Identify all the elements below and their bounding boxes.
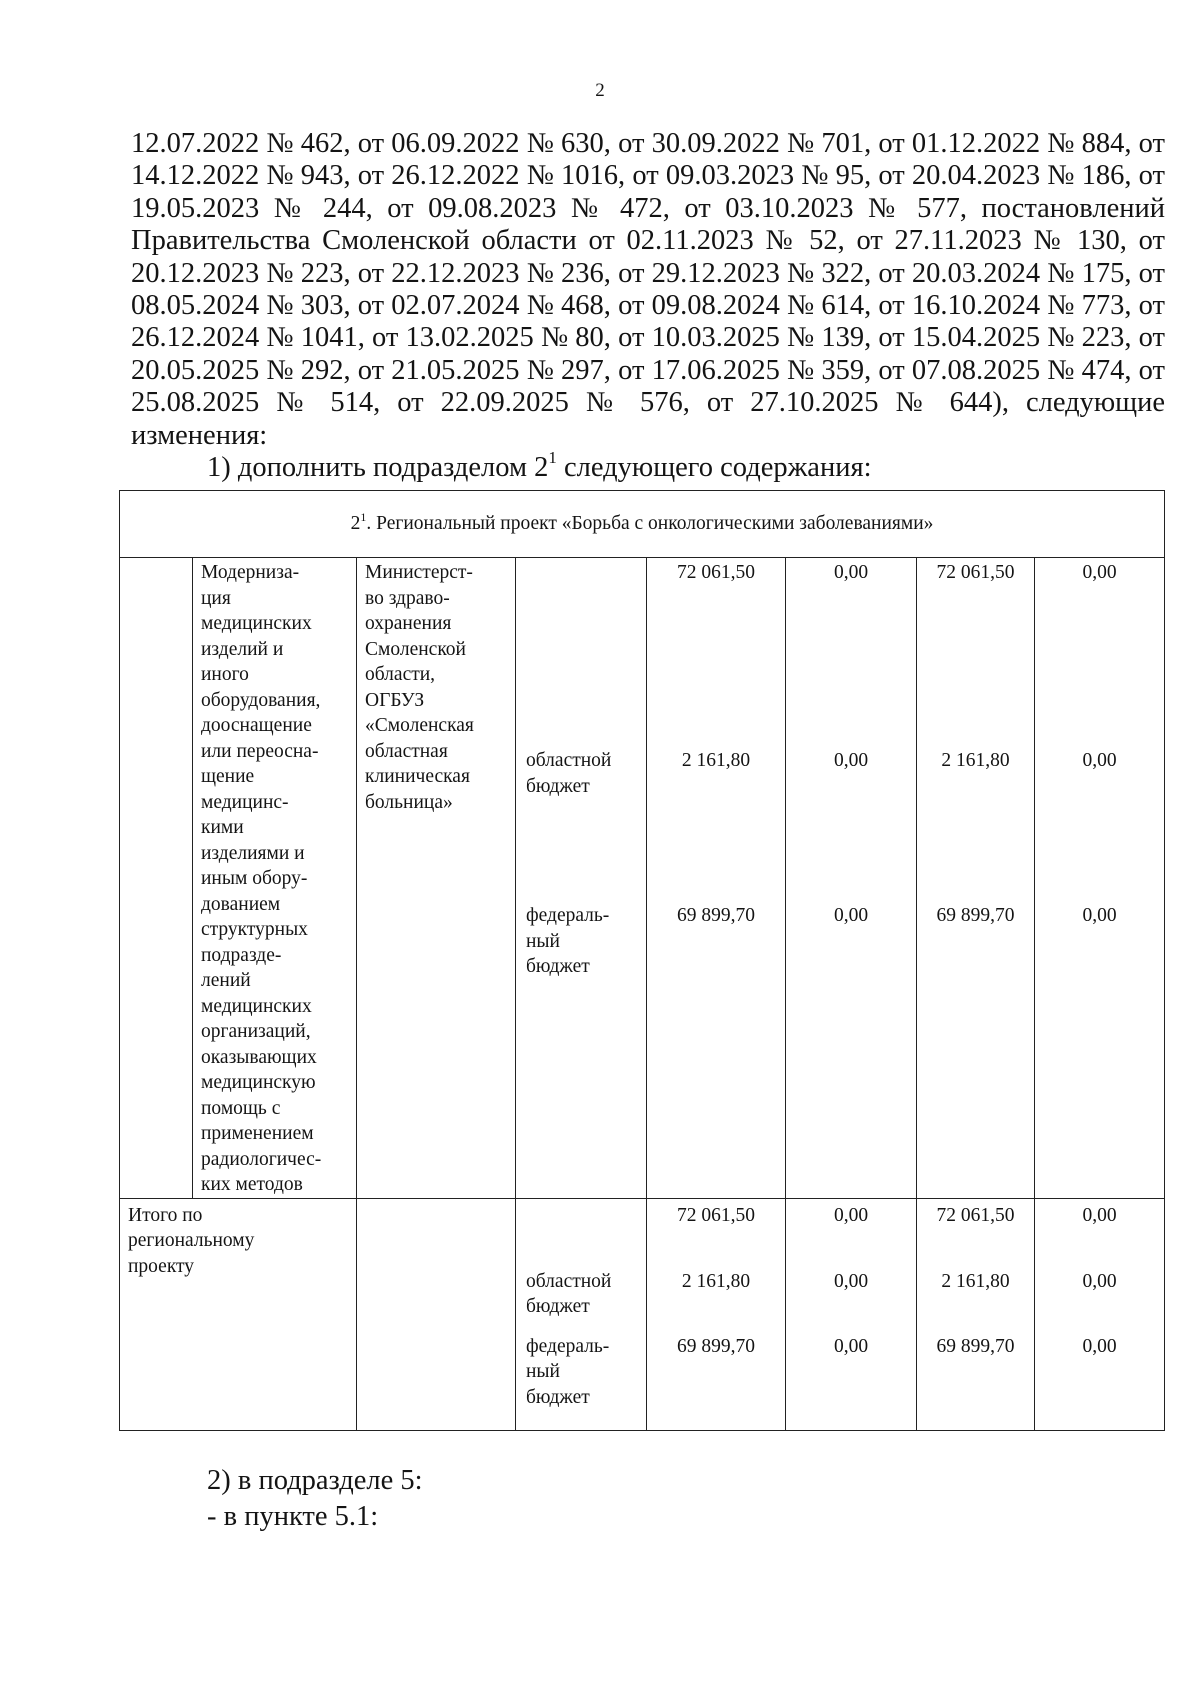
total-label: Итого по региональному проекту: [128, 1204, 255, 1277]
measure-source-regional: областной бюджет: [526, 750, 612, 797]
project-title-text: . Региональный проект «Борьба с онкологическими заболеваниями»: [366, 513, 934, 535]
measure-federal-v3: 69 899,70: [936, 905, 1015, 926]
measure-number-cell: [120, 558, 193, 1199]
item-1-text: 1) дополнить подразделом 2: [207, 452, 549, 483]
page-number: 2: [595, 80, 605, 101]
measure-row: [120, 558, 1165, 1199]
measure-federal-v4: 0,00: [1082, 905, 1117, 926]
intro-paragraph: 12.07.2022 № 462, от 06.09.2022 № 630, от 30.09.2022 № 701, от 01.12.2022 № 884, от 14.12.2022 № 943, от 26.12.2022 № 1016, от 09.03.2023 № 95, от 20.04.2023 № 186, от 19.05.2023 № 244, от 09.08.2023 № 472, от 03.10.2023 № 577, постановлений Правительства Смоленской области от 02.11.2023 № 52, от 27.11.2023 № 130, от 20.12.2023 № 223, от 22.12.2023 № 236, от 29.12.2023 № 322, от 20.03.2024 № 175, от 08.05.2024 № 303, от 02.07.2024 № 468, от 09.08.2024 № 614, от 16.10.2024 № 773, от 26.12.2024 № 1041, от 13.02.2025 № 80, от 10.03.2025 № 139, от 15.04.2025 № 223, от 20.05.2025 № 292, от 21.05.2025 № 297, от 17.06.2025 № 359, от 07.08.2025 № 474, от 25.08.2025 № 514, от 22.09.2025 № 576, от 27.10.2025 № 644), следующие изменения:: [131, 128, 1165, 451]
total-federal-v4: 0,00: [1082, 1335, 1117, 1357]
total-total-v4: 0,00: [1082, 1204, 1117, 1226]
item-1-text-end: следующего содержания:: [556, 452, 872, 483]
measure-regional-v4: 0,00: [1082, 750, 1117, 771]
total-total-v1: 72 061,50: [677, 1204, 755, 1226]
measure-col-4: [1035, 558, 1165, 1199]
total-regional-v4: 0,00: [1082, 1270, 1117, 1292]
total-source-federal: федераль- ный бюджет: [526, 1335, 610, 1408]
regional-project-table: [119, 490, 1165, 1431]
measure-total-v3: 72 061,50: [936, 562, 1015, 583]
measure-regional-v2: 0,00: [833, 750, 869, 771]
measure-total-v4: 0,00: [1082, 562, 1117, 583]
item-1-add-subsection: [207, 448, 872, 484]
total-federal-v3: 69 899,70: [936, 1335, 1015, 1357]
measure-source-federal: федераль- ный бюджет: [526, 905, 610, 977]
total-row: [120, 1198, 1165, 1430]
project-title-superscript: 1: [360, 510, 367, 525]
total-total-v2: 0,00: [833, 1204, 869, 1226]
total-executor-cell: [357, 1198, 516, 1430]
measure-regional-v1: 2 161,80: [681, 750, 751, 771]
total-col-1: [647, 1198, 786, 1430]
measure-federal-v1: 69 899,70: [677, 905, 755, 926]
total-regional-v2: 0,00: [833, 1270, 869, 1292]
total-regional-v1: 2 161,80: [681, 1270, 751, 1292]
project-title-prefix: 2: [350, 513, 361, 535]
measure-col-3: [917, 558, 1035, 1199]
measure-name-cell: [193, 558, 357, 1199]
measure-total-v2: 0,00: [833, 562, 869, 583]
measure-col-1: [647, 558, 786, 1199]
measure-federal-v2: 0,00: [833, 905, 869, 926]
total-col-3: [917, 1198, 1035, 1430]
total-col-4: [1035, 1198, 1165, 1430]
total-source-cell: [516, 1198, 647, 1430]
measure-source-cell: [516, 558, 647, 1199]
item-2-subsection-5: 2) в подразделе 5:: [207, 1465, 423, 1496]
measure-regional-v3: 2 161,80: [941, 750, 1010, 771]
total-federal-v2: 0,00: [833, 1335, 869, 1357]
total-source-regional: областной бюджет: [526, 1270, 612, 1317]
measure-name: Модерниза- ция медицинских изделий и иного оборудования, дооснащение или переосна- щение медицинс- кими изделиями и иным обору- дованием структурных подразде- лений медицинских организаций, оказывающих медицинскую помощь с применением радиологичес- ких методов: [201, 562, 322, 1195]
total-total-v3: 72 061,50: [936, 1204, 1015, 1226]
measure-total-v1: 72 061,50: [677, 562, 755, 583]
total-label-cell: [120, 1198, 357, 1430]
total-col-2: [786, 1198, 917, 1430]
total-regional-v3: 2 161,80: [941, 1270, 1010, 1292]
measure-executor: Министерст- во здраво- охранения Смоленской области, ОГБУЗ «Смоленская областная клиническая больница»: [365, 562, 474, 813]
total-federal-v1: 69 899,70: [677, 1335, 755, 1357]
project-title: [120, 491, 1165, 558]
item-3-point-5-1: - в пункте 5.1:: [207, 1501, 379, 1532]
measure-col-2: [786, 558, 917, 1199]
measure-executor-cell: [357, 558, 516, 1199]
item-1-superscript: 1: [548, 448, 557, 467]
